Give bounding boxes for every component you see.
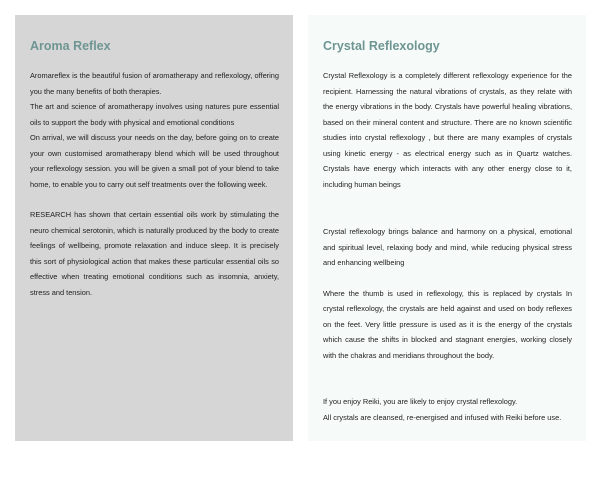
aroma-intro-paragraph: Aromareflex is the beautiful fusion of aromatherapy and reflexology, offering you the many benefits of both therapies. bbox=[30, 71, 279, 96]
crystal-method-paragraph: Where the thumb is used in reflexology, this is replaced by crystals In crystal reflexology, the crystals are held against and used on body reflexes on the feet. Very little pressure is used as it is the energy of the crystals which cause the shifts in blocked and stagnant energies, working closely with the chakras and meridians throughout the body. bbox=[323, 288, 572, 360]
crystal-reiki-paragraph: If you enjoy Reiki, you are likely to enjoy crystal reflexology. bbox=[323, 397, 518, 406]
aroma-arrival-paragraph: On arrival, we will discuss your needs on the day, before going on to create your own customised aromatherapy blend which will be used throughout your reflexology session. you will be given a small pot of your blend to take home, to enable you to carry out self treatments over the following week. bbox=[30, 133, 279, 189]
crystal-balance-paragraph: Crystal reflexology brings balance and harmony on a physical, emotional and spiritual level, relaxing body and mind, while reducing physical stress and enhancing wellbeing bbox=[323, 227, 572, 267]
aroma-research-paragraph: RESEARCH has shown that certain essential oils work by stimulating the neuro chemical serotonin, which is naturally produced by the body to create feelings of wellbeing, promote relaxation and induce sleep. It is precisely this sort of physiological action that makes these particular essential oils so effective when treating emotional conditions such as insomnia, anxiety, stress and tension. bbox=[30, 210, 279, 297]
crystal-reflexology-panel bbox=[308, 15, 586, 441]
crystal-cleansing-paragraph: All crystals are cleansed, re-energised and infused with Reiki before use. bbox=[323, 412, 562, 422]
crystal-reflexology-title: Crystal Reflexology bbox=[323, 39, 440, 53]
crystal-intro-paragraph: Crystal Reflexology is a completely different reflexology experience for the recipient. Harnessing the natural vibrations of crystals, as they relate with the energy vibrations in the body. Crystals have powerful healing vibrations, based on their mineral content and structure. There are no known scientific studies into crystal reflexology , but there are many examples of crystals using kinetic energy - as electrical energy such as in Quartz watches. Crystals have energy which interacts with any other energy close to it, including human beings bbox=[323, 71, 572, 189]
aroma-reflex-panel bbox=[15, 15, 293, 441]
aroma-science-paragraph: The art and science of aromatherapy involves using natures pure essential oils to support the body with physical and emotional conditions bbox=[30, 102, 279, 127]
aroma-reflex-title: Aroma Reflex bbox=[30, 39, 111, 53]
